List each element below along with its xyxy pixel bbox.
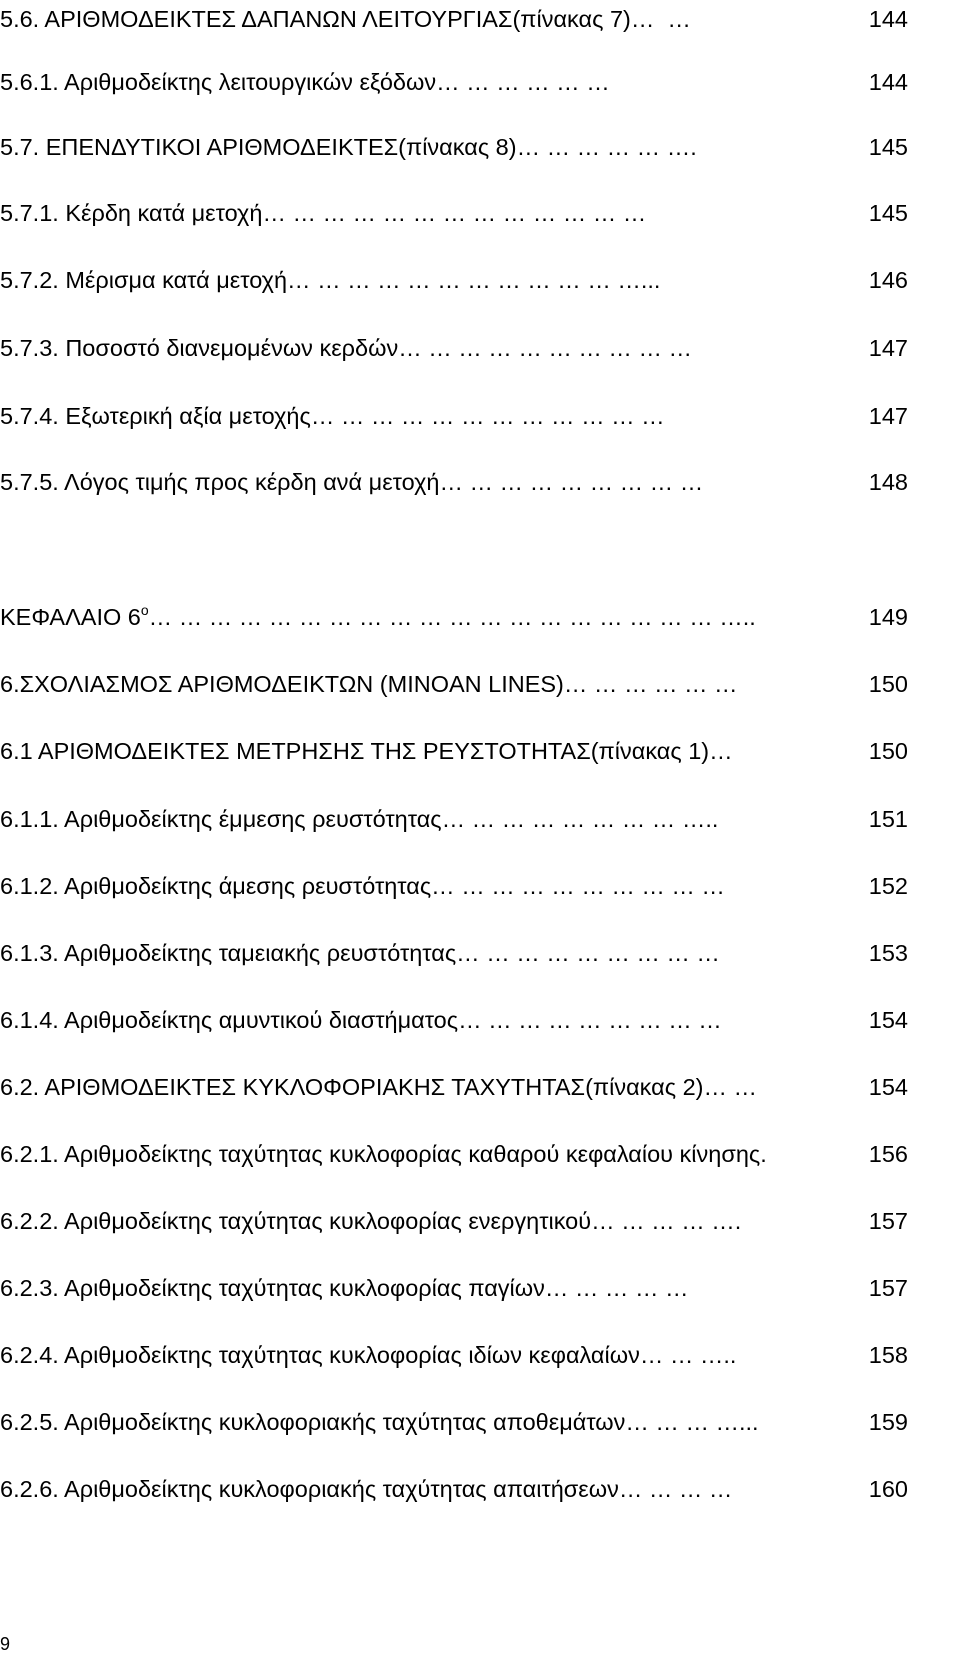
toc-entry-page: 153: [868, 940, 908, 966]
toc-entry-text: 6.1.4. Αριθμοδείκτης αμυντικού διαστήματος… … … … … … … … …: [0, 1007, 722, 1033]
toc-entry-text: 6.2.6. Αριθμοδείκτης κυκλοφοριακής ταχύτητας απαιτήσεων… … … …: [0, 1476, 733, 1502]
ordinal-superscript: ο: [140, 602, 149, 618]
toc-entry-page: 157: [868, 1275, 908, 1301]
toc-entry-page: 150: [868, 738, 908, 764]
toc-entry-page: 160: [868, 1476, 908, 1502]
toc-entry-text: 6.2.2. Αριθμοδείκτης ταχύτητας κυκλοφορίας ενεργητικού… … … … ….: [0, 1208, 742, 1234]
toc-entry-text: 5.6.1. Αριθμοδείκτης λειτουργικών εξόδων… … … … … …: [0, 69, 610, 95]
toc-entry-page: 147: [868, 335, 908, 361]
toc-entry-text: 6.1 ΑΡΙΘΜΟΔΕΙΚΤΕΣ ΜΕΤΡΗΣΗΣ ΤΗΣ ΡΕΥΣΤΟΤΗΤΑΣ(πίνακας 1)…: [0, 738, 733, 764]
toc-entry-page: 154: [868, 1007, 908, 1033]
toc-entry-page: 145: [868, 134, 908, 160]
toc-entry-text: 5.7.3. Ποσοστό διανεμομένων κερδών… … … … … … … … … …: [0, 335, 692, 361]
toc-entry-text: 5.7.1. Κέρδη κατά μετοχή… … … … … … … … … … … … …: [0, 200, 647, 226]
toc-entry-text: 6.2.5. Αριθμοδείκτης κυκλοφοριακής ταχύτητας αποθεμάτων… … … …...: [0, 1409, 759, 1435]
toc-entry-text: 6.1.2. Αριθμοδείκτης άμεσης ρευστότητας… … … … … … … … … …: [0, 873, 725, 899]
toc-entry-text: 5.7. ΕΠΕΝΔΥΤΙΚΟΙ ΑΡΙΘΜΟΔΕΙΚΤΕΣ(πίνακας 8)… … … … … ….: [0, 134, 697, 160]
chapter-leader: … … … … … … … … … … … … … … … … … … … …..: [148, 604, 756, 630]
toc-entry-text: 5.7.2. Μέρισμα κατά μετοχή… … … … … … … … … … … …...: [0, 267, 661, 293]
toc-entry-text: 6.2.4. Αριθμοδείκτης ταχύτητας κυκλοφορίας ιδίων κεφαλαίων… … …..: [0, 1342, 737, 1368]
footer-page-number: 9: [0, 1634, 11, 1654]
chapter-label: ΚΕΦΑΛΑΙΟ 6: [0, 604, 141, 630]
toc-entry-page: 154: [868, 1074, 908, 1100]
toc-entry-text: 5.6. ΑΡΙΘΜΟΔΕΙΚΤΕΣ ΔΑΠΑΝΩΝ ΛΕΙΤΟΥΡΓΙΑΣ(πίνακας 7)… …: [0, 6, 691, 32]
toc-entry-page: 157: [868, 1208, 908, 1234]
toc-entry-text: 5.7.4. Εξωτερική αξία μετοχής… … … … … … … … … … … …: [0, 403, 665, 429]
toc-entry-text: 6.2. ΑΡΙΘΜΟΔΕΙΚΤΕΣ ΚΥΚΛΟΦΟΡΙΑΚΗΣ ΤΑΧΥΤΗΤΑΣ(πίνακας 2)… …: [0, 1074, 757, 1100]
toc-entry-text: 6.2.3. Αριθμοδείκτης ταχύτητας κυκλοφορίας παγίων… … … … …: [0, 1275, 689, 1301]
toc-entry-page: 146: [868, 267, 908, 293]
toc-entry-page: 151: [868, 806, 908, 832]
toc-entry-page: 148: [868, 469, 908, 495]
toc-entry-text: 6.2.1. Αριθμοδείκτης ταχύτητας κυκλοφορίας καθαρού κεφαλαίου κίνησης.: [0, 1141, 767, 1167]
toc-entry-page: 156: [868, 1141, 908, 1167]
toc-entry-page: 152: [868, 873, 908, 899]
toc-entry-page: 147: [868, 403, 908, 429]
toc-entry-page: 158: [868, 1342, 908, 1368]
toc-entry-text: 6.1.3. Αριθμοδείκτης ταμειακής ρευστότητας… … … … … … … … …: [0, 940, 720, 966]
toc-entry-text: 5.7.5. Λόγος τιμής προς κέρδη ανά μετοχή… … … … … … … … …: [0, 469, 704, 495]
toc-entry-page: 144: [868, 69, 908, 95]
toc-entry-page: 144: [868, 6, 908, 32]
toc-entry-page: 149: [868, 604, 908, 630]
toc-entry-text: 6.ΣΧΟΛΙΑΣΜΟΣ ΑΡΙΘΜΟΔΕΙΚΤΩΝ (MINOAN LINES)… … … … … …: [0, 671, 738, 697]
toc-entry-page: 150: [868, 671, 908, 697]
toc-entry-page: 159: [868, 1409, 908, 1435]
toc-entry-text: 6.1.1. Αριθμοδείκτης έμμεσης ρευστότητας… … … … … … … … …..: [0, 806, 719, 832]
toc-entry-page: 145: [868, 200, 908, 226]
toc-entry-text: [0, 602, 756, 632]
